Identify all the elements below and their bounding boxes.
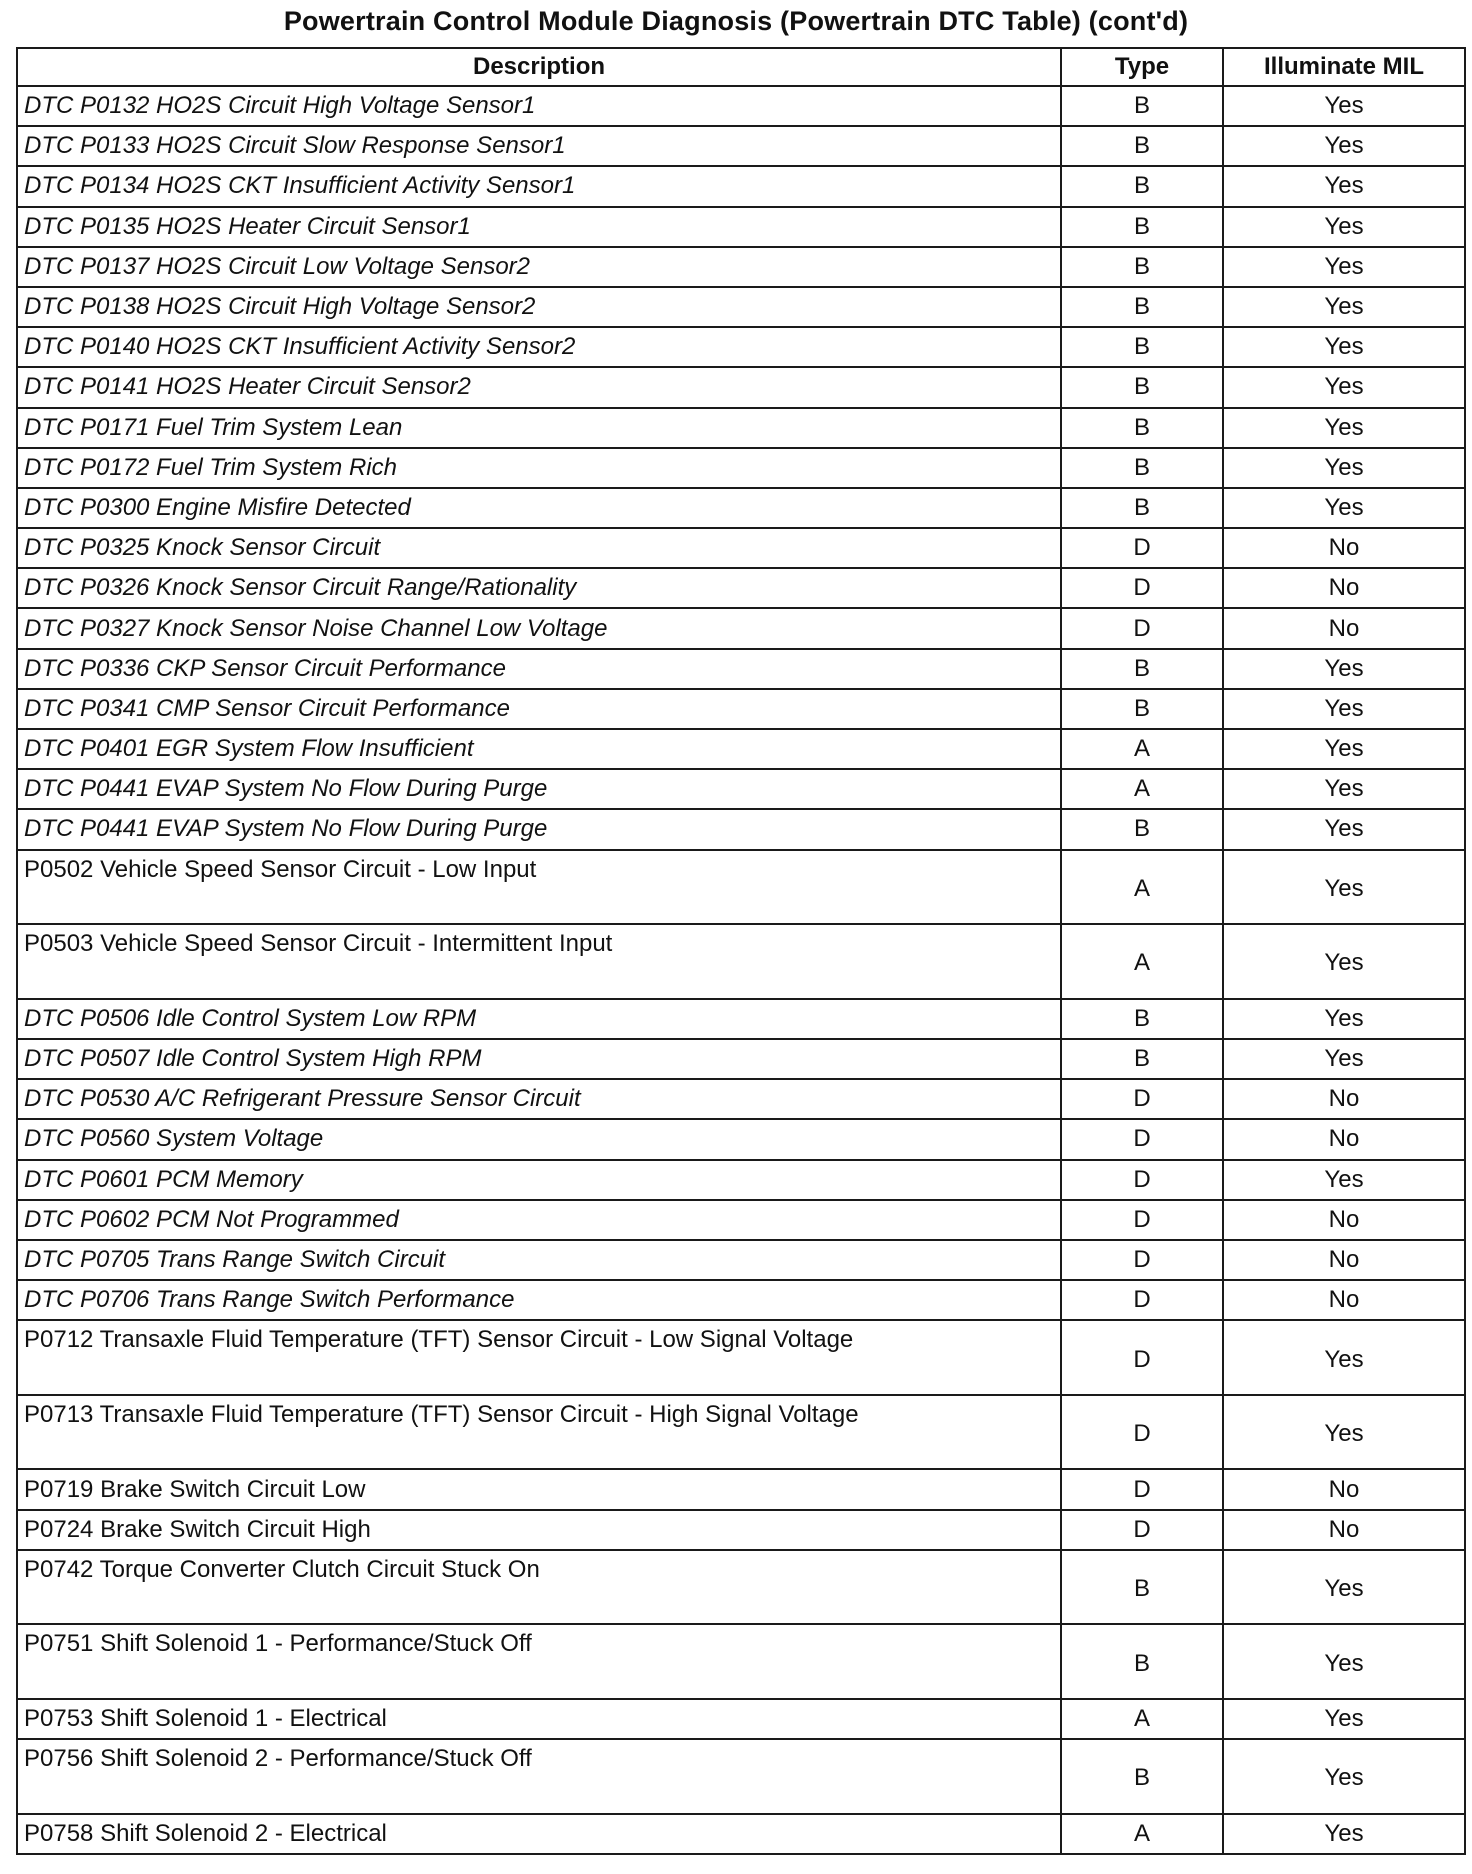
mil-cell: Yes <box>1223 809 1465 849</box>
table-row <box>17 1119 1465 1159</box>
table-row <box>17 327 1465 367</box>
description-cell: P0751 Shift Solenoid 1 - Performance/Stuck Off <box>17 1624 1061 1699</box>
table-row <box>17 1160 1465 1200</box>
description-cell: DTC P0138 HO2S Circuit High Voltage Sensor2 <box>17 287 1061 327</box>
type-cell: D <box>1061 1240 1223 1280</box>
type-cell: D <box>1061 1200 1223 1240</box>
mil-cell: Yes <box>1223 207 1465 247</box>
type-cell: B <box>1061 488 1223 528</box>
description-cell: DTC P0171 Fuel Trim System Lean <box>17 408 1061 448</box>
type-cell: A <box>1061 924 1223 999</box>
mil-cell: Yes <box>1223 1550 1465 1625</box>
mil-cell: Yes <box>1223 488 1465 528</box>
table-row <box>17 408 1465 448</box>
description-cell: DTC P0172 Fuel Trim System Rich <box>17 448 1061 488</box>
description-cell: DTC P0141 HO2S Heater Circuit Sensor2 <box>17 367 1061 407</box>
mil-cell: Yes <box>1223 166 1465 206</box>
mil-cell: No <box>1223 528 1465 568</box>
mil-cell: Yes <box>1223 126 1465 166</box>
type-cell: B <box>1061 126 1223 166</box>
mil-cell: Yes <box>1223 1624 1465 1699</box>
description-cell: DTC P0326 Knock Sensor Circuit Range/Rationality <box>17 568 1061 608</box>
mil-cell: Yes <box>1223 1699 1465 1739</box>
table-row <box>17 1280 1465 1320</box>
description-cell: P0712 Transaxle Fluid Temperature (TFT) Sensor Circuit - Low Signal Voltage <box>17 1320 1061 1395</box>
description-cell: DTC P0336 CKP Sensor Circuit Performance <box>17 649 1061 689</box>
mil-cell: Yes <box>1223 1395 1465 1470</box>
table-row <box>17 448 1465 488</box>
mil-column-header: Illuminate MIL <box>1223 48 1465 86</box>
description-cell: DTC P0135 HO2S Heater Circuit Sensor1 <box>17 207 1061 247</box>
description-cell: DTC P0140 HO2S CKT Insufficient Activity Sensor2 <box>17 327 1061 367</box>
description-cell: P0724 Brake Switch Circuit High <box>17 1510 1061 1550</box>
table-row <box>17 1510 1465 1550</box>
type-cell: B <box>1061 408 1223 448</box>
type-cell: B <box>1061 1624 1223 1699</box>
mil-cell: Yes <box>1223 769 1465 809</box>
page-title: Powertrain Control Module Diagnosis (Powertrain DTC Table) (cont'd) <box>283 6 1189 36</box>
description-cell: DTC P0341 CMP Sensor Circuit Performance <box>17 689 1061 729</box>
table-row <box>17 1200 1465 1240</box>
type-cell: B <box>1061 367 1223 407</box>
type-cell: D <box>1061 1160 1223 1200</box>
type-cell: D <box>1061 1510 1223 1550</box>
table-row <box>17 649 1465 689</box>
mil-cell: No <box>1223 568 1465 608</box>
description-cell: P0756 Shift Solenoid 2 - Performance/Stuck Off <box>17 1739 1061 1814</box>
type-cell: B <box>1061 166 1223 206</box>
description-cell: DTC P0134 HO2S CKT Insufficient Activity Sensor1 <box>17 166 1061 206</box>
table-row <box>17 729 1465 769</box>
table-row <box>17 1079 1465 1119</box>
mil-cell: Yes <box>1223 367 1465 407</box>
table-row <box>17 367 1465 407</box>
type-cell: D <box>1061 1079 1223 1119</box>
type-cell: A <box>1061 729 1223 769</box>
table-row <box>17 166 1465 206</box>
table-row <box>17 86 1465 126</box>
table-row <box>17 1395 1465 1470</box>
type-cell: B <box>1061 287 1223 327</box>
table-row <box>17 1240 1465 1280</box>
table-row <box>17 809 1465 849</box>
table-row <box>17 850 1465 925</box>
type-cell: B <box>1061 809 1223 849</box>
table-row <box>17 528 1465 568</box>
table-row <box>17 1739 1465 1814</box>
type-cell: D <box>1061 568 1223 608</box>
mil-cell: Yes <box>1223 689 1465 729</box>
description-column-header: Description <box>17 48 1061 86</box>
type-cell: B <box>1061 207 1223 247</box>
table-row <box>17 568 1465 608</box>
mil-cell: Yes <box>1223 1320 1465 1395</box>
mil-cell: Yes <box>1223 1739 1465 1814</box>
description-cell: P0758 Shift Solenoid 2 - Electrical <box>17 1814 1061 1854</box>
table-row <box>17 1320 1465 1395</box>
description-cell: DTC P0530 A/C Refrigerant Pressure Sensor Circuit <box>17 1079 1061 1119</box>
table-row <box>17 608 1465 648</box>
type-cell: B <box>1061 86 1223 126</box>
type-cell: D <box>1061 1119 1223 1159</box>
type-column-header: Type <box>1061 48 1223 86</box>
mil-cell: No <box>1223 1240 1465 1280</box>
type-cell: B <box>1061 247 1223 287</box>
table-row <box>17 207 1465 247</box>
mil-cell: No <box>1223 1469 1465 1509</box>
mil-cell: Yes <box>1223 86 1465 126</box>
mil-cell: No <box>1223 1510 1465 1550</box>
mil-cell: No <box>1223 1079 1465 1119</box>
mil-cell: Yes <box>1223 729 1465 769</box>
mil-cell: No <box>1223 1119 1465 1159</box>
table-body <box>17 86 1465 1854</box>
mil-cell: No <box>1223 608 1465 648</box>
description-cell: DTC P0327 Knock Sensor Noise Channel Low Voltage <box>17 608 1061 648</box>
type-cell: D <box>1061 1320 1223 1395</box>
mil-cell: Yes <box>1223 1160 1465 1200</box>
table-row <box>17 1469 1465 1509</box>
description-cell: DTC P0507 Idle Control System High RPM <box>17 1039 1061 1079</box>
table-row <box>17 247 1465 287</box>
description-cell: DTC P0601 PCM Memory <box>17 1160 1061 1200</box>
description-cell: DTC P0133 HO2S Circuit Slow Response Sensor1 <box>17 126 1061 166</box>
type-cell: A <box>1061 850 1223 925</box>
description-cell: DTC P0602 PCM Not Programmed <box>17 1200 1061 1240</box>
description-cell: DTC P0441 EVAP System No Flow During Purge <box>17 769 1061 809</box>
mil-cell: Yes <box>1223 247 1465 287</box>
type-cell: B <box>1061 999 1223 1039</box>
mil-cell: Yes <box>1223 924 1465 999</box>
description-cell: DTC P0506 Idle Control System Low RPM <box>17 999 1061 1039</box>
mil-cell: Yes <box>1223 287 1465 327</box>
mil-cell: Yes <box>1223 999 1465 1039</box>
table-row <box>17 689 1465 729</box>
type-cell: D <box>1061 1280 1223 1320</box>
description-cell: DTC P0300 Engine Misfire Detected <box>17 488 1061 528</box>
table-row <box>17 126 1465 166</box>
description-cell: P0719 Brake Switch Circuit Low <box>17 1469 1061 1509</box>
mil-cell: Yes <box>1223 327 1465 367</box>
description-cell: P0713 Transaxle Fluid Temperature (TFT) Sensor Circuit - High Signal Voltage <box>17 1395 1061 1470</box>
type-cell: A <box>1061 769 1223 809</box>
mil-cell: Yes <box>1223 1039 1465 1079</box>
table-row <box>17 769 1465 809</box>
type-cell: B <box>1061 1039 1223 1079</box>
description-cell: DTC P0137 HO2S Circuit Low Voltage Sensor2 <box>17 247 1061 287</box>
dtc-table <box>16 47 1466 1855</box>
description-cell: P0502 Vehicle Speed Sensor Circuit - Low Input <box>17 850 1061 925</box>
description-cell: DTC P0441 EVAP System No Flow During Purge <box>17 809 1061 849</box>
type-cell: D <box>1061 1395 1223 1470</box>
table-row <box>17 488 1465 528</box>
type-cell: D <box>1061 1469 1223 1509</box>
table-row <box>17 924 1465 999</box>
description-cell: DTC P0401 EGR System Flow Insufficient <box>17 729 1061 769</box>
table-row <box>17 287 1465 327</box>
description-cell: DTC P0560 System Voltage <box>17 1119 1061 1159</box>
type-cell: B <box>1061 689 1223 729</box>
mil-cell: Yes <box>1223 649 1465 689</box>
type-cell: B <box>1061 327 1223 367</box>
mil-cell: No <box>1223 1280 1465 1320</box>
mil-cell: Yes <box>1223 1814 1465 1854</box>
type-cell: A <box>1061 1699 1223 1739</box>
mil-cell: Yes <box>1223 408 1465 448</box>
mil-cell: Yes <box>1223 448 1465 488</box>
description-cell: DTC P0132 HO2S Circuit High Voltage Sensor1 <box>17 86 1061 126</box>
description-cell: DTC P0325 Knock Sensor Circuit <box>17 528 1061 568</box>
table-row <box>17 1699 1465 1739</box>
type-cell: A <box>1061 1814 1223 1854</box>
type-cell: D <box>1061 608 1223 648</box>
type-cell: D <box>1061 528 1223 568</box>
type-cell: B <box>1061 1550 1223 1625</box>
mil-cell: No <box>1223 1200 1465 1240</box>
mil-cell: Yes <box>1223 850 1465 925</box>
type-cell: B <box>1061 649 1223 689</box>
table-header-row <box>17 48 1465 86</box>
description-cell: DTC P0705 Trans Range Switch Circuit <box>17 1240 1061 1280</box>
type-cell: B <box>1061 1739 1223 1814</box>
table-row <box>17 1814 1465 1854</box>
table-row <box>17 999 1465 1039</box>
description-cell: P0742 Torque Converter Clutch Circuit Stuck On <box>17 1550 1061 1625</box>
table-row <box>17 1624 1465 1699</box>
description-cell: P0503 Vehicle Speed Sensor Circuit - Intermittent Input <box>17 924 1061 999</box>
table-row <box>17 1039 1465 1079</box>
type-cell: B <box>1061 448 1223 488</box>
description-cell: P0753 Shift Solenoid 1 - Electrical <box>17 1699 1061 1739</box>
table-row <box>17 1550 1465 1625</box>
description-cell: DTC P0706 Trans Range Switch Performance <box>17 1280 1061 1320</box>
